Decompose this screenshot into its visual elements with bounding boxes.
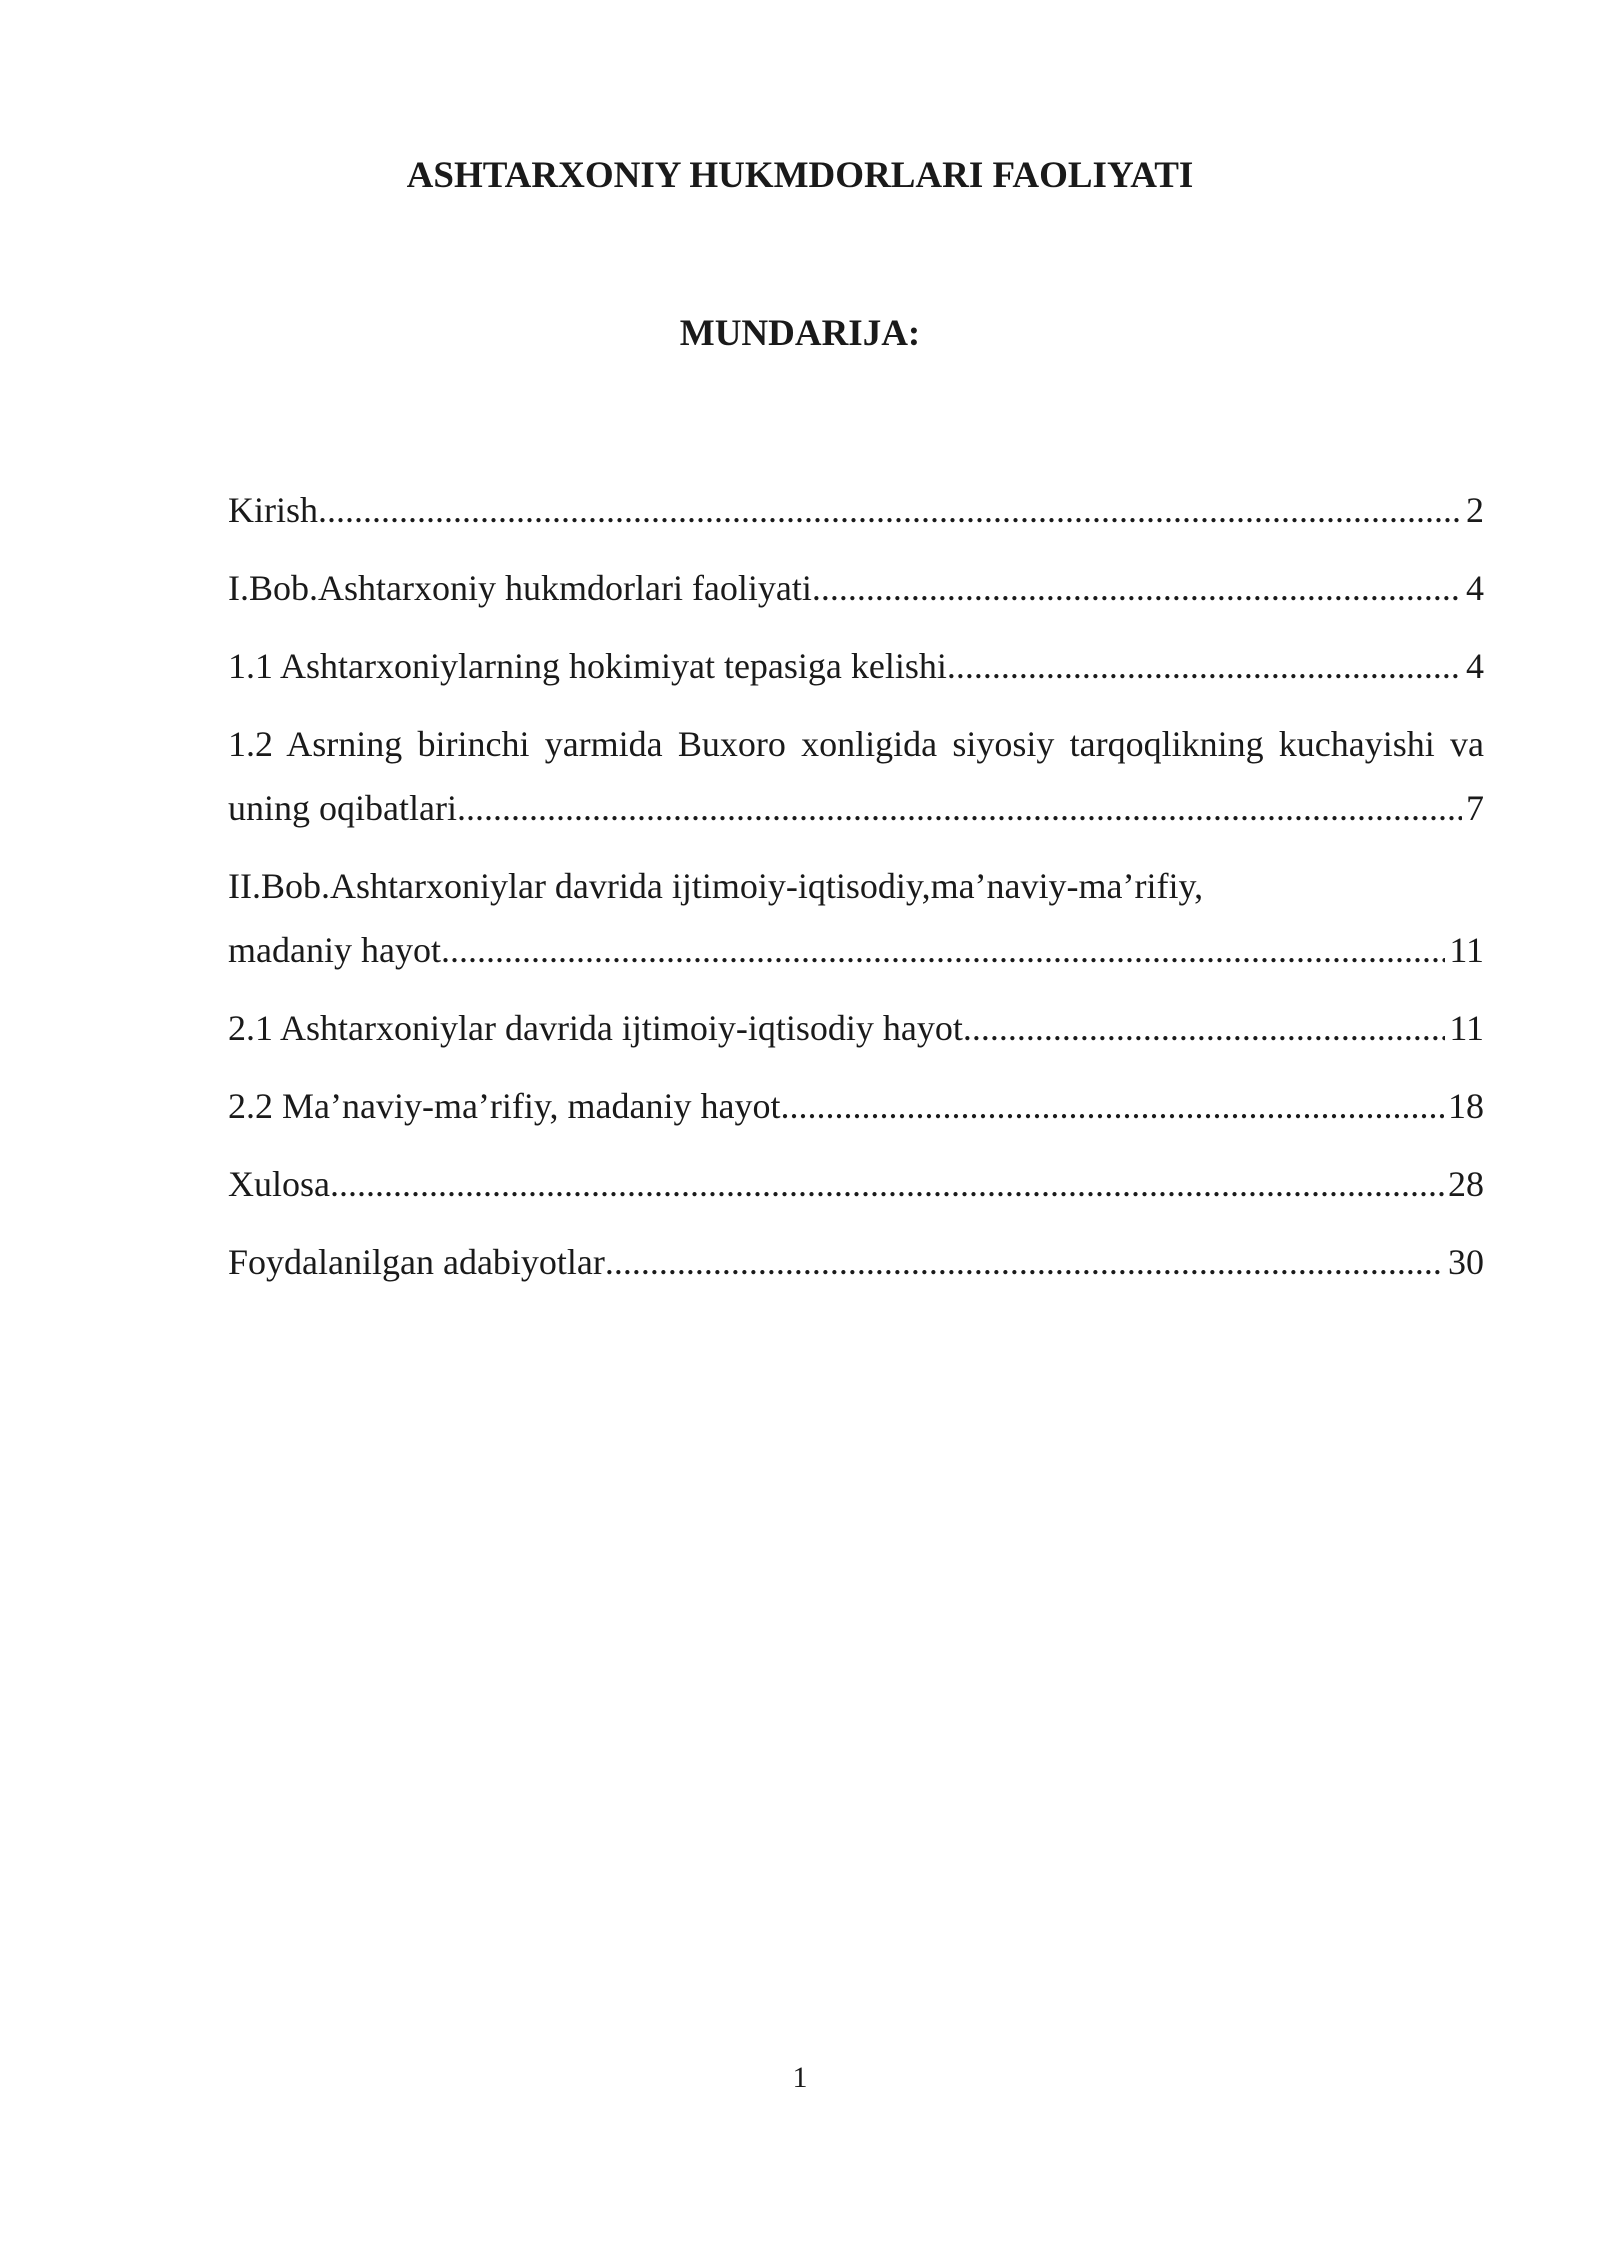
toc-dot-leader <box>963 996 1445 1060</box>
toc-entry-section-1-1[interactable] <box>228 634 1484 698</box>
document-title: ASHTARXONIY HUKMDORLARI FAOLIYATI <box>406 155 1194 196</box>
toc-entry-title: 2.1 Ashtarxoniylar davrida ijtimoiy-iqtisodiy hayot <box>228 1008 963 1048</box>
toc-entry-title: 1.1 Ashtarxoniylarning hokimiyat tepasiga kelishi <box>228 646 947 686</box>
toc-line <box>228 634 1484 698</box>
toc-entry-chapter-2[interactable] <box>228 854 1484 982</box>
toc-entry-section-2-2[interactable] <box>228 1074 1484 1138</box>
toc-entry-page: 4 <box>1466 568 1484 608</box>
toc-entry-chapter-1[interactable] <box>228 556 1484 620</box>
toc-entry-kirish[interactable] <box>228 478 1484 542</box>
toc-line <box>228 918 1484 982</box>
toc-line <box>228 1230 1484 1294</box>
toc-heading: MUNDARIJA: <box>679 313 921 354</box>
toc-entry-page: 30 <box>1448 1242 1484 1282</box>
toc-line <box>228 776 1484 840</box>
toc-line <box>228 478 1484 542</box>
toc-dot-leader <box>781 1074 1445 1138</box>
table-of-contents <box>228 478 1484 1308</box>
toc-dot-leader <box>457 776 1462 840</box>
toc-entry-title: Xulosa <box>228 1164 330 1204</box>
toc-dot-leader <box>441 918 1445 982</box>
toc-entry-section-2-1[interactable] <box>228 996 1484 1060</box>
toc-entry-title: I.Bob.Ashtarxoniy hukmdorlari faoliyati <box>228 568 812 608</box>
toc-entry-title: madaniy hayot <box>228 930 441 970</box>
toc-line <box>228 1152 1484 1216</box>
toc-dot-leader <box>605 1230 1444 1294</box>
toc-entry-title: Kirish <box>228 490 318 530</box>
toc-entry-title-first-line: 1.2 Asrning birinchi yarmida Buxoro xonligida siyosiy tarqoqlikning kuchayishi va <box>228 724 1484 764</box>
toc-entry-bibliography[interactable] <box>228 1230 1484 1294</box>
page-number: 1 <box>792 2061 808 2094</box>
toc-entry-page: 7 <box>1466 788 1484 828</box>
toc-entry-page: 2 <box>1466 490 1484 530</box>
toc-line <box>228 556 1484 620</box>
toc-dot-leader <box>318 478 1462 542</box>
toc-dot-leader <box>330 1152 1444 1216</box>
toc-entry-title-first-line: II.Bob.Ashtarxoniylar davrida ijtimoiy-iqtisodiy,ma’naviy-ma’rifiy, <box>228 866 1204 906</box>
toc-entry-page: 11 <box>1449 930 1484 970</box>
toc-entry-page: 4 <box>1466 646 1484 686</box>
toc-line <box>228 996 1484 1060</box>
toc-entry-title: uning oqibatlari <box>228 788 457 828</box>
toc-entry-page: 18 <box>1448 1086 1484 1126</box>
toc-entry-title: Foydalanilgan adabiyotlar <box>228 1242 605 1282</box>
toc-entry-xulosa[interactable] <box>228 1152 1484 1216</box>
toc-entry-page: 28 <box>1448 1164 1484 1204</box>
toc-dot-leader <box>947 634 1462 698</box>
toc-dot-leader <box>812 556 1462 620</box>
toc-line <box>228 1074 1484 1138</box>
toc-entry-section-1-2[interactable] <box>228 712 1484 840</box>
toc-entry-title: 2.2 Ma’naviy-ma’rifiy, madaniy hayot <box>228 1086 781 1126</box>
toc-entry-page: 11 <box>1449 1008 1484 1048</box>
